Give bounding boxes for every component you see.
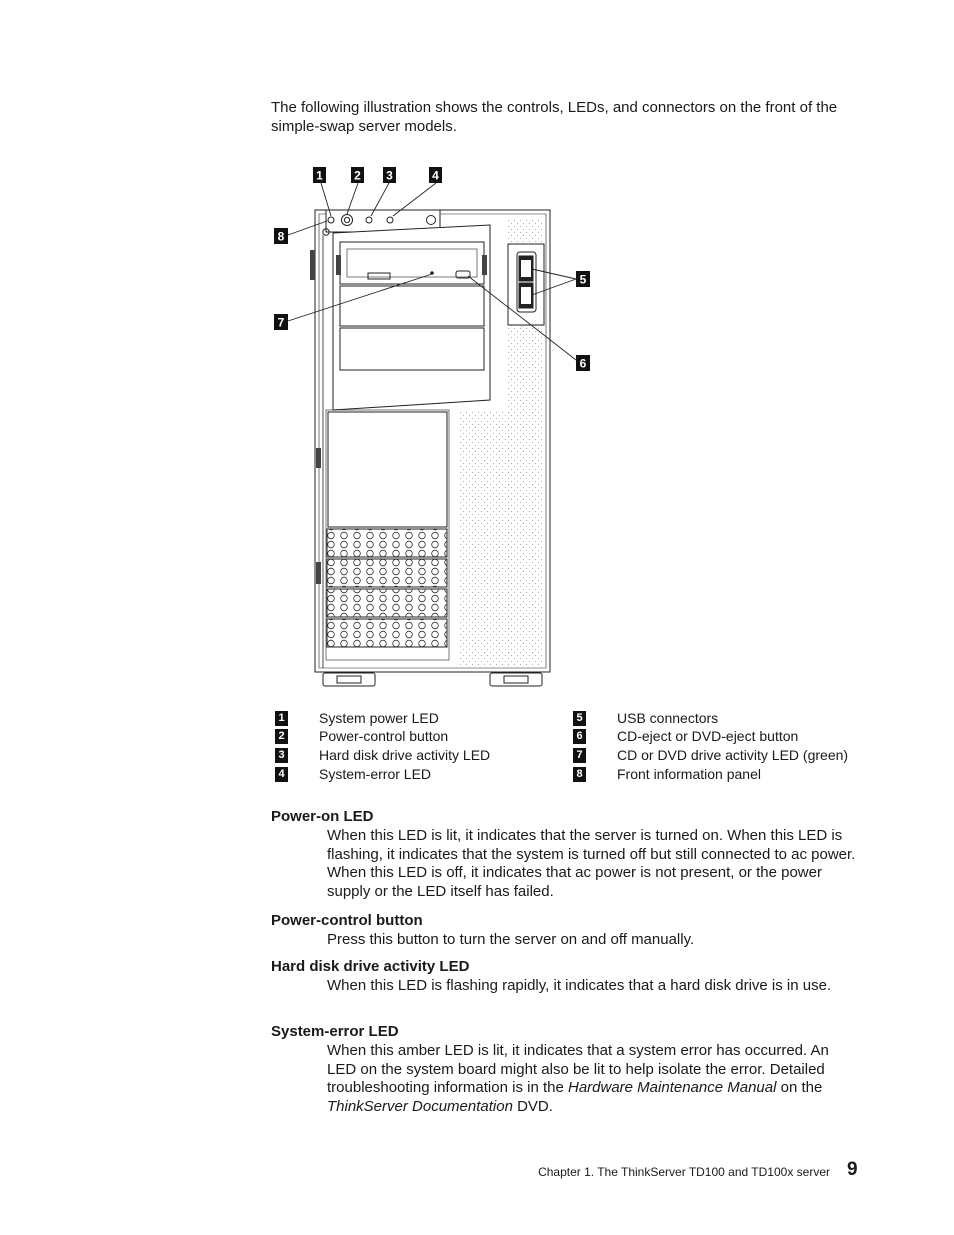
legend-label: CD or DVD drive activity LED (green) (617, 747, 849, 763)
svg-text:5: 5 (579, 272, 587, 287)
callout-2 (351, 167, 364, 183)
callout-7 (274, 314, 288, 330)
legend-number: 5 (573, 711, 586, 726)
svg-text:7: 7 (277, 315, 285, 330)
callout-1 (313, 167, 326, 183)
legend-number: 8 (573, 767, 586, 782)
legend-label: System-error LED (319, 766, 432, 782)
definition-text: DVD. (512, 1098, 553, 1116)
legend-number: 7 (573, 748, 586, 763)
callout-4 (429, 167, 442, 183)
manual-title: Hardware Maintenance Manual (567, 1079, 777, 1097)
legend-label: System power LED (319, 710, 439, 726)
hdd-tray-2[interactable] (327, 559, 447, 587)
legend-label: USB connectors (617, 710, 719, 726)
svg-text:6: 6 (579, 356, 587, 371)
svg-text:4: 4 (432, 168, 439, 183)
page-number: 9 (847, 1159, 858, 1180)
legend-label: Front information panel (617, 766, 761, 782)
callout-6 (576, 355, 590, 371)
optical-drive-bays (333, 225, 490, 410)
legend-label: Power-control button (319, 728, 449, 744)
legend-label: CD-eject or DVD-eject button (617, 728, 799, 744)
callout-8 (274, 228, 288, 244)
definition-text: When this amber LED is lit, it indicates that a system error has occurred. An LED on the system board might also be lit to help isolate the error. Detailed troubleshooting information is in the (327, 1042, 829, 1097)
hdd-tray-3[interactable] (327, 589, 447, 617)
term-system-error-led: System-error LED (271, 1023, 399, 1040)
hdd-tray-4[interactable] (327, 619, 447, 647)
legend-number: 3 (275, 748, 288, 763)
hard-disk-drive-trays (327, 529, 447, 647)
legend-label: Hard disk drive activity LED (319, 747, 491, 763)
legend-number: 6 (573, 729, 586, 744)
legend-number: 1 (275, 711, 288, 726)
term-power-control-button: Power-control button (271, 912, 423, 929)
term-power-on-led: Power-on LED (271, 808, 374, 825)
intro-paragraph: The following illustration shows the controls, LEDs, and connectors on the front of the simple-swap server models. (271, 99, 838, 135)
svg-text:8: 8 (277, 229, 285, 244)
definition-power-on-led: When this LED is lit, it indicates that the server is turned on. When this LED is flashing, it indicates that the system is turned off but still connected to ac power. When this LED is off, it indicates that ac power is not present, or the power supply or the LED itself has failed. (327, 827, 856, 901)
chapter-footer: Chapter 1. The ThinkServer TD100 and TD100x server (538, 1165, 830, 1179)
svg-text:2: 2 (354, 168, 361, 183)
documentation-title: ThinkServer Documentation (327, 1098, 513, 1116)
legend-number: 4 (275, 767, 288, 782)
term-hdd-activity-led: Hard disk drive activity LED (271, 958, 470, 975)
callout-3 (383, 167, 396, 183)
definition-power-control-button: Press this button to turn the server on and off manually. (327, 931, 695, 948)
svg-text:1: 1 (316, 168, 323, 183)
definition-text: on the (776, 1079, 823, 1097)
callout-5 (576, 271, 590, 287)
usb-connector-panel (508, 244, 544, 325)
legend-number: 2 (275, 729, 288, 744)
definition-hdd-activity-led: When this LED is flashing rapidly, it indicates that a hard disk drive is in use. (327, 977, 832, 994)
svg-text:3: 3 (386, 168, 393, 183)
definition-system-error-led (327, 1042, 847, 1117)
hdd-tray-1[interactable] (327, 529, 447, 557)
